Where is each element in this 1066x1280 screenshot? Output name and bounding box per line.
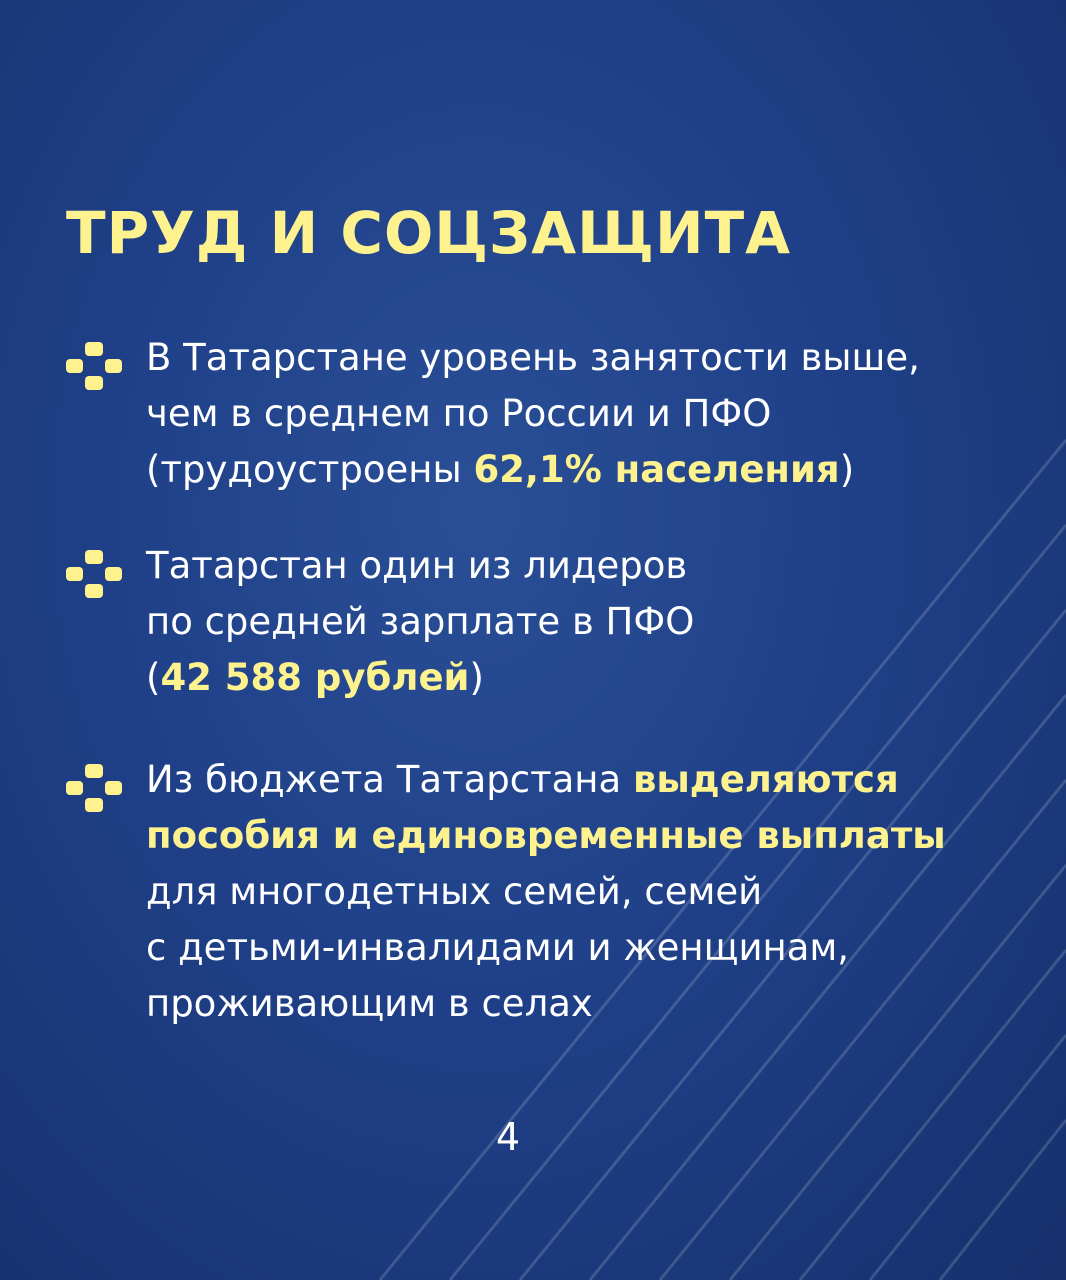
item-line — [146, 752, 1046, 808]
text-fragment: Из бюджета Татарстана — [146, 758, 633, 801]
item-text — [146, 330, 1046, 498]
item-line: Татарстан один из лидеров — [146, 544, 688, 587]
plus-cross-icon — [66, 342, 122, 390]
item-line: по средней зарплате в ПФО — [146, 600, 695, 643]
item-text — [146, 752, 1046, 1032]
item-line: для многодетных семей, семей — [146, 870, 763, 913]
plus-cross-icon — [66, 550, 122, 598]
item-line — [146, 650, 1046, 706]
item-line: В Татарстане уровень занятости выше, — [146, 336, 920, 379]
highlight-text: выделяются — [632, 758, 899, 801]
text-fragment: ( — [146, 656, 161, 699]
plus-cross-icon — [66, 764, 122, 812]
highlight-text: 42 588 рублей — [160, 656, 470, 699]
page-number: 4 — [495, 1115, 521, 1159]
text-fragment: (трудоустроены — [146, 448, 474, 491]
text-fragment: ) — [839, 448, 855, 491]
item-line: с детьми-инвалидами и женщинам, — [146, 926, 850, 969]
highlight-line: пособия и единовременные выплаты — [146, 814, 946, 857]
text-fragment: ) — [469, 656, 484, 699]
item-line — [146, 442, 1046, 498]
item-text — [146, 538, 1046, 706]
highlight-text: 62,1% населения — [473, 448, 840, 491]
page-title: ТРУД И СОЦЗАЩИТА — [66, 199, 792, 267]
item-line: проживающим в селах — [146, 982, 593, 1025]
item-line: чем в среднем по России и ПФО — [146, 392, 772, 435]
